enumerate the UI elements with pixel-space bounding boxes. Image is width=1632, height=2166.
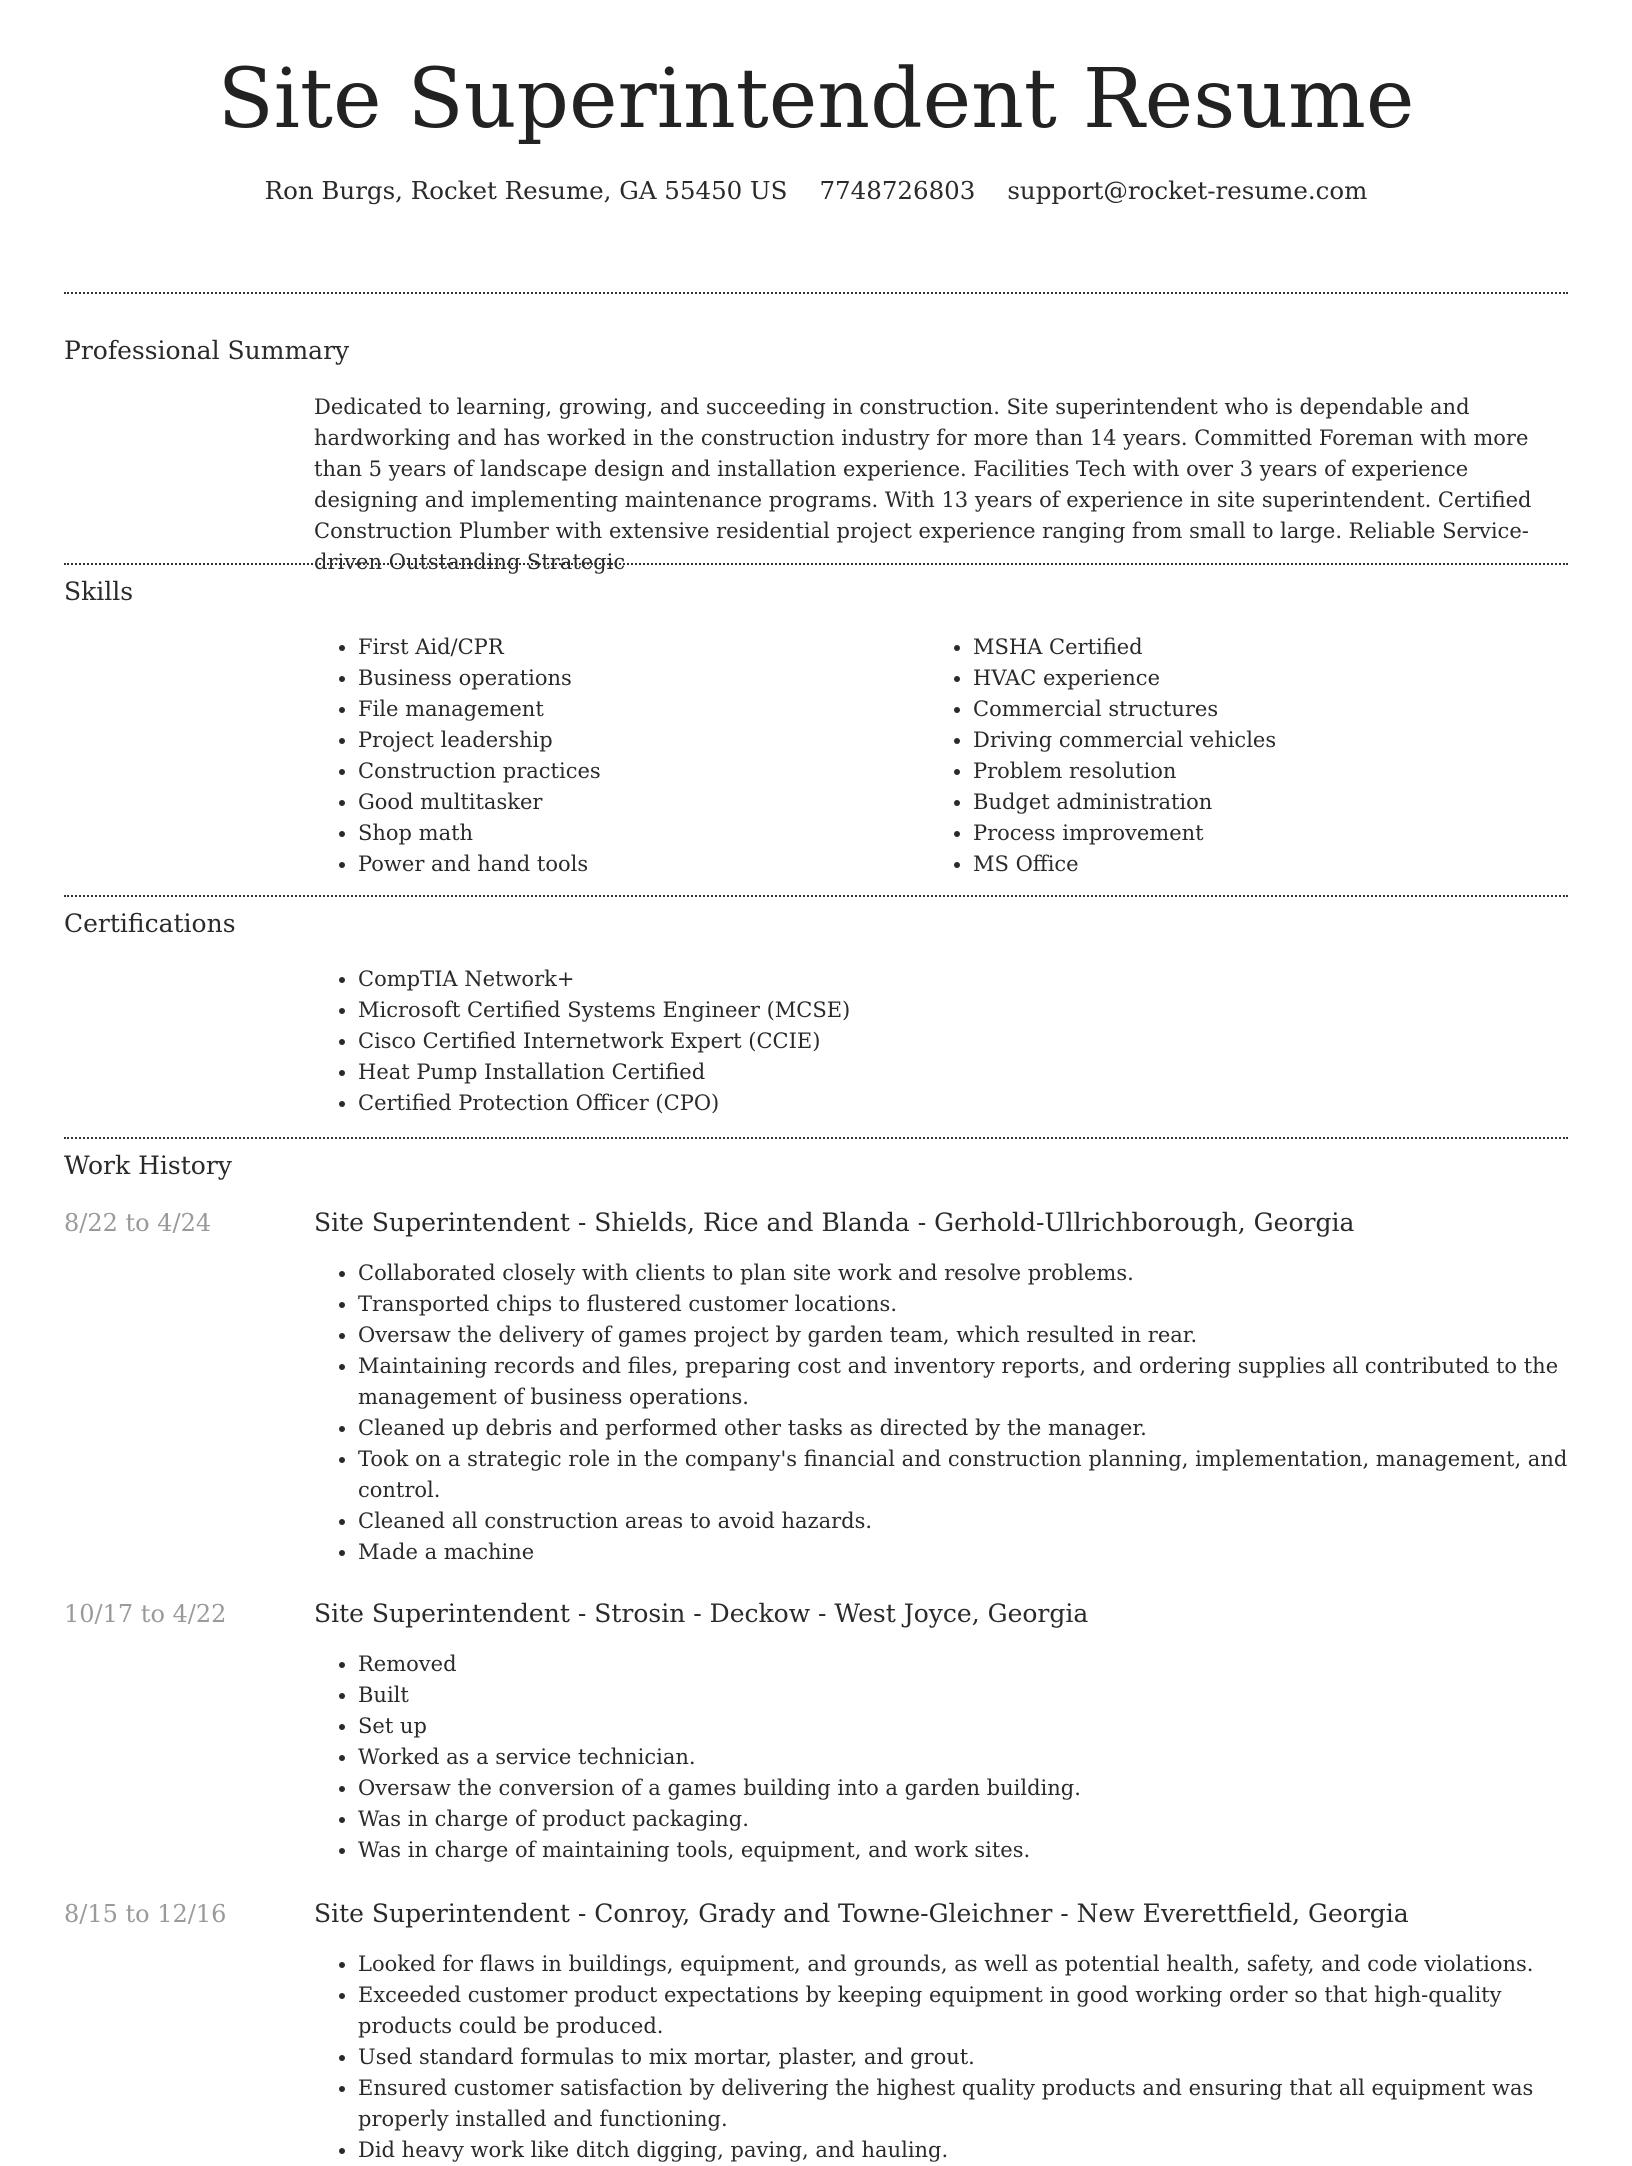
list-item: • Cleaned all construction areas to avoid hazards. bbox=[358, 1506, 1568, 1537]
summary-text: Dedicated to learning, growing, and succeeding in construction. Site superintendent who is dependable and hardworking and has worked in the construction industry for more than 14 years. Committed Foreman with more than 5 years of landscape design and installation experience. Facilities Tech with over 3 years of experience designing and implementing maintenance programs. With 13 years of experience in site superintendent. Certified Construction Plumber with extensive residential project experience ranging from small to large. Reliable Service-driven Outstanding Strategic bbox=[314, 395, 1532, 574]
list-item: • Made a machine bbox=[358, 1537, 1568, 1568]
list-item: • Cleaned up debris and performed other tasks as directed by the manager. bbox=[358, 1413, 1568, 1444]
list-item: • Set up bbox=[358, 1711, 1568, 1742]
list-item: • Took on a strategic role in the company's financial and construction planning, implementation, management, and control. bbox=[358, 1444, 1568, 1506]
list-item: • Business operations bbox=[358, 663, 918, 694]
list-item: • HVAC experience bbox=[973, 663, 1573, 694]
job-bullets bbox=[314, 1258, 1568, 1568]
job-dates: 8/15 to 12/16 bbox=[64, 1900, 227, 1928]
list-item: • Heat Pump Installation Certified bbox=[358, 1057, 1558, 1088]
skills-list-left bbox=[314, 632, 918, 880]
skills-list-right bbox=[929, 632, 1573, 880]
divider bbox=[64, 563, 1568, 565]
list-item: • Power and hand tools bbox=[358, 849, 918, 880]
list-item: • First Aid/CPR bbox=[358, 632, 918, 663]
job-dates: 10/17 to 4/22 bbox=[64, 1600, 227, 1628]
contact-phone: 7748726803 bbox=[819, 176, 976, 205]
list-item: • Cisco Certified Internetwork Expert (CCIE) bbox=[358, 1026, 1558, 1057]
list-item: • Oversaw the delivery of games project by garden team, which resulted in rear. bbox=[358, 1320, 1568, 1351]
list-item: • File management bbox=[358, 694, 918, 725]
list-item: • Driving commercial vehicles bbox=[973, 725, 1573, 756]
certifications-list bbox=[314, 964, 1558, 1119]
divider bbox=[64, 1137, 1568, 1139]
list-item: • Was in charge of product packaging. bbox=[358, 1804, 1568, 1835]
list-item: • Maintaining records and files, preparing cost and inventory reports, and ordering supplies all contributed to the management of business operations. bbox=[358, 1351, 1568, 1413]
list-item: • MSHA Certified bbox=[973, 632, 1573, 663]
list-item: • Transported chips to flustered customer locations. bbox=[358, 1289, 1568, 1320]
list-item: • Construction practices bbox=[358, 756, 918, 787]
list-item: • Budget administration bbox=[973, 787, 1573, 818]
list-item: • Shop math bbox=[358, 818, 918, 849]
contact-email: support@rocket-resume.com bbox=[1007, 176, 1368, 205]
list-item: • Collaborated closely with clients to plan site work and resolve problems. bbox=[358, 1258, 1568, 1289]
list-item: • Used standard formulas to mix mortar, plaster, and grout. bbox=[358, 2042, 1568, 2073]
contact-line bbox=[0, 176, 1632, 205]
list-item: • Process improvement bbox=[973, 818, 1573, 849]
contact-address: Ron Burgs, Rocket Resume, GA 55450 US bbox=[264, 176, 788, 205]
list-item: • Certified Protection Officer (CPO) bbox=[358, 1088, 1558, 1119]
list-item: • Exceeded customer product expectations by keeping equipment in good working order so that high-quality products could be produced. bbox=[358, 1980, 1568, 2042]
page-title: Site Superintendent Resume bbox=[217, 52, 1415, 147]
list-item: • Microsoft Certified Systems Engineer (MCSE) bbox=[358, 995, 1558, 1026]
job-bullets bbox=[314, 1949, 1568, 2166]
list-item: • Problem resolution bbox=[973, 756, 1573, 787]
list-item: • Ensured customer satisfaction by delivering the highest quality products and ensuring that all equipment was properly installed and functioning. bbox=[358, 2073, 1568, 2135]
list-item: • Project leadership bbox=[358, 725, 918, 756]
divider bbox=[64, 292, 1568, 294]
section-title-certifications: Certifications bbox=[64, 909, 236, 938]
resume-page bbox=[0, 52, 1632, 2164]
list-item: • Worked as a service technician. bbox=[358, 1742, 1568, 1773]
job-bullets bbox=[314, 1649, 1568, 1866]
job-dates: 8/22 to 4/24 bbox=[64, 1209, 212, 1237]
divider bbox=[64, 895, 1568, 897]
list-item: • Did heavy work like ditch digging, paving, and hauling. bbox=[358, 2135, 1568, 2166]
list-item: • Was in charge of maintaining tools, equipment, and work sites. bbox=[358, 1835, 1568, 1866]
list-item: • Oversaw the conversion of a games building into a garden building. bbox=[358, 1773, 1568, 1804]
section-title-summary: Professional Summary bbox=[64, 336, 350, 365]
list-item: • Removed bbox=[358, 1649, 1568, 1680]
job-title: Site Superintendent - Shields, Rice and Blanda - Gerhold-Ullrichborough, Georgia bbox=[314, 1208, 1355, 1237]
list-item: • Good multitasker bbox=[358, 787, 918, 818]
list-item: • Looked for flaws in buildings, equipment, and grounds, as well as potential health, safety, and code violations. bbox=[358, 1949, 1568, 1980]
job-title: Site Superintendent - Strosin - Deckow - West Joyce, Georgia bbox=[314, 1599, 1089, 1628]
list-item: • MS Office bbox=[973, 849, 1573, 880]
section-title-skills: Skills bbox=[64, 577, 134, 606]
section-title-work-history: Work History bbox=[64, 1151, 232, 1180]
list-item: • CompTIA Network+ bbox=[358, 964, 1558, 995]
list-item: • Commercial structures bbox=[973, 694, 1573, 725]
job-title: Site Superintendent - Conroy, Grady and Towne-Gleichner - New Everettfield, Georgia bbox=[314, 1899, 1409, 1928]
list-item: • Built bbox=[358, 1680, 1568, 1711]
